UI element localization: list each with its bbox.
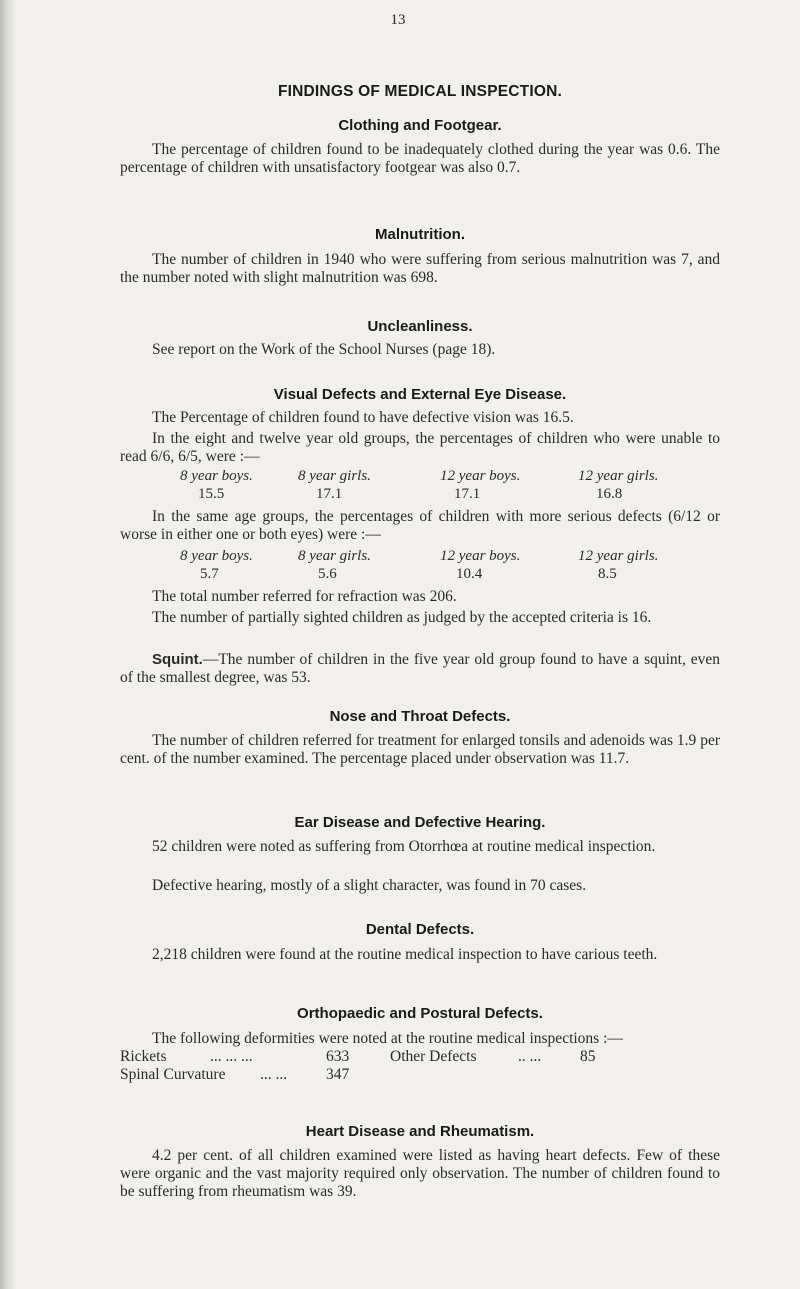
ear-p2: Defective hearing, mostly of a slight character, was found in 70 cases. — [152, 877, 587, 894]
value-cell: 17.1 — [316, 486, 343, 502]
dental-heading: Dental Defects. — [365, 921, 475, 938]
orthopaedic-heading: Orthopaedic and Postural Defects. — [297, 1005, 543, 1022]
visual-heading: Visual Defects and External Eye Disease. — [273, 386, 567, 403]
squint-paragraph — [120, 651, 720, 687]
item-dots: ... ... — [260, 1066, 288, 1083]
table-header-row — [120, 468, 720, 486]
clothing-text: The percentage of children found to be inadequately clothed during the year was 0.6. The percentage of children with unsatisfactory footgear was also 0.7. — [120, 141, 720, 176]
visual-p3: In the same age groups, the percentages of children with more serious defects (6/12 or worse in either one or both eyes) were :— — [120, 508, 720, 543]
vision-table-2 — [120, 548, 720, 584]
value-cell: 10.4 — [456, 566, 483, 582]
orthopaedic-intro: The following deformities were noted at the routine medical inspections :— — [152, 1030, 623, 1047]
nose-throat-heading: Nose and Throat Defects. — [329, 708, 511, 725]
header-cell: 12 year boys. — [440, 548, 521, 564]
visual-p5: The number of partially sighted children as judged by the accepted criteria is 16. — [152, 609, 652, 626]
value-cell: 5.7 — [200, 566, 219, 582]
value-cell: 8.5 — [598, 566, 617, 582]
header-cell: 8 year boys. — [180, 468, 253, 484]
header-cell: 8 year boys. — [180, 548, 253, 564]
item-value: 633 — [326, 1048, 350, 1065]
table-header-row — [120, 548, 720, 566]
table-value-row — [120, 486, 720, 504]
malnutrition-text: The number of children in 1940 who were suffering from serious malnutrition was 7, and the number noted with slight malnutrition was 698. — [120, 251, 720, 286]
header-cell: 8 year girls. — [298, 548, 371, 564]
clothing-heading: Clothing and Footgear. — [338, 117, 502, 134]
value-cell: 16.8 — [596, 486, 623, 502]
header-cell: 8 year girls. — [298, 468, 371, 484]
nose-throat-text: The number of children referred for treatment for enlarged tonsils and adenoids was 1.9 per cent. of the number examined. The percentage placed under observation was 11.7. — [120, 732, 720, 767]
vision-table-1 — [120, 468, 720, 504]
value-cell: 17.1 — [454, 486, 481, 502]
value-cell: 5.6 — [318, 566, 337, 582]
header-cell: 12 year girls. — [578, 548, 659, 564]
item-label: Rickets — [120, 1048, 167, 1065]
uncleanliness-text: See report on the Work of the School Nurses (page 18). — [152, 341, 496, 358]
visual-p2: In the eight and twelve year old groups, the percentages of children who were unable to read 6/6, 6/5, were :— — [120, 430, 720, 465]
header-cell: 12 year boys. — [440, 468, 521, 484]
ear-heading: Ear Disease and Defective Hearing. — [294, 814, 546, 831]
visual-p1: The Percentage of children found to have defective vision was 16.5. — [152, 409, 574, 426]
deformity-list — [120, 1048, 720, 1084]
visual-p4: The total number referred for refraction was 206. — [152, 588, 457, 605]
value-cell: 15.5 — [198, 486, 225, 502]
item-dots: ... ... ... — [210, 1048, 253, 1065]
heart-text: 4.2 per cent. of all children examined were listed as having heart defects. Few of these were organic and the vast majority required only observation. The number of children found to be suffering from rheumatism was 39. — [120, 1147, 720, 1200]
page-title: FINDINGS OF MEDICAL INSPECTION. — [277, 83, 563, 100]
page-number: 13 — [390, 12, 406, 28]
table-value-row — [120, 566, 720, 584]
dental-text: 2,218 children were found at the routine medical inspection to have carious teeth. — [152, 946, 658, 963]
uncleanliness-heading: Uncleanliness. — [367, 318, 473, 335]
item-value: 85 — [580, 1048, 596, 1065]
squint-lead: Squint. — [152, 651, 203, 668]
item-label: Other Defects — [390, 1048, 477, 1065]
header-cell: 12 year girls. — [578, 468, 659, 484]
ear-p1: 52 children were noted as suffering from Otorrhœa at routine medical inspection. — [152, 838, 656, 855]
list-item — [120, 1066, 720, 1084]
item-dots: .. ... — [518, 1048, 542, 1065]
malnutrition-heading: Malnutrition. — [375, 226, 465, 243]
list-item — [120, 1048, 720, 1066]
book-spine-edge — [0, 0, 14, 1289]
heart-heading: Heart Disease and Rheumatism. — [305, 1123, 535, 1140]
item-label: Spinal Curvature — [120, 1066, 226, 1083]
item-value: 347 — [326, 1066, 350, 1083]
squint-text: —The number of children in the five year old group found to have a squint, even of the smallest degree, was 53. — [120, 651, 720, 686]
